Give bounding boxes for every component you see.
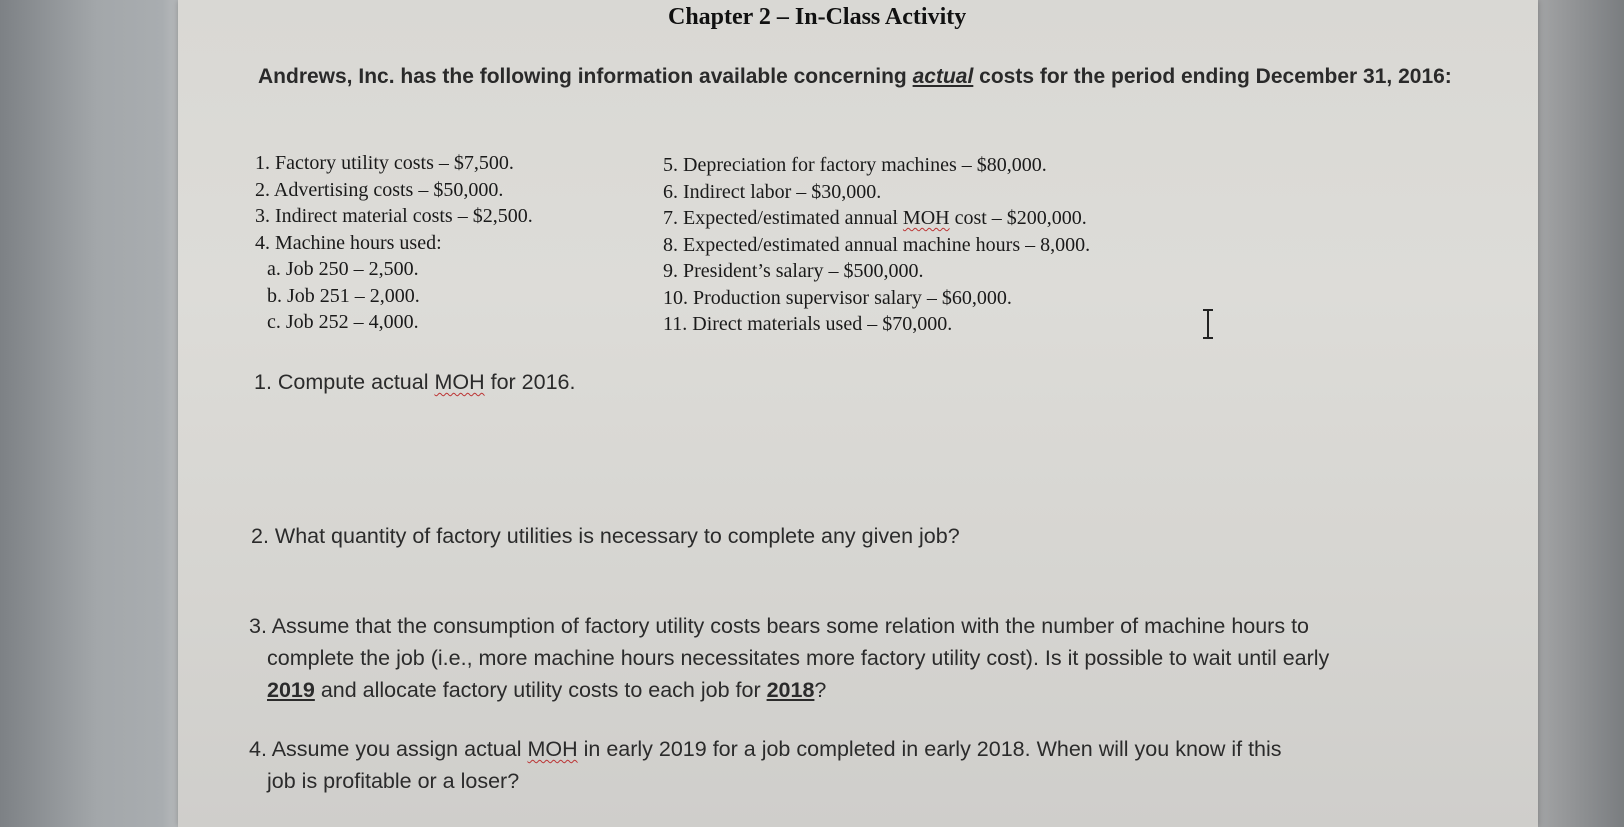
text-cursor-icon xyxy=(1200,308,1216,340)
document-title: Chapter 2 – In-Class Activity xyxy=(668,4,967,30)
question-text: ? xyxy=(814,678,827,702)
list-item: 11. Direct materials used – $70,000. xyxy=(663,313,953,335)
list-item: 6. Indirect labor – $30,000. xyxy=(663,180,882,203)
spellcheck-word: MOH xyxy=(434,370,485,394)
question-4 xyxy=(249,733,1459,797)
list-item xyxy=(663,205,1090,232)
list-item-text: 7. Expected/estimated annual xyxy=(663,207,903,229)
question-3 xyxy=(249,610,1459,706)
question-1 xyxy=(254,366,1464,398)
list-item: 8. Expected/estimated annual machine hours – 8,000. xyxy=(663,233,1091,256)
list-subitem: c. Job 252 – 4,000. xyxy=(267,311,419,333)
list-item: 1. Factory utility costs – $7,500. xyxy=(255,152,514,174)
intro-text-after: costs for the period ending December 31, 2016: xyxy=(973,65,1452,88)
question-continuation xyxy=(249,674,1459,706)
list-subitem: a. Job 250 – 2,500. xyxy=(267,258,419,280)
spellcheck-word: MOH xyxy=(902,207,950,229)
cost-list-left xyxy=(255,150,533,336)
list-item-text: cost – $200,000. xyxy=(949,207,1087,229)
list-item: 10. Production supervisor salary – $60,000. xyxy=(663,286,1012,309)
question-continuation xyxy=(249,642,1459,674)
question-text: in early 2019 for a job completed in early 2018. When will you know if this xyxy=(577,737,1282,761)
year-highlight: 2018 xyxy=(766,678,815,702)
list-item: 3. Indirect material costs – $2,500. xyxy=(255,205,533,227)
question-text: and allocate factory utility costs to each job for xyxy=(314,678,767,702)
list-subitem: b. Job 251 – 2,000. xyxy=(267,284,420,307)
intro-text-before: Andrews, Inc. has the following information available concerning xyxy=(258,65,913,88)
list-item: 5. Depreciation for factory machines – $80,000. xyxy=(663,154,1047,176)
document-page xyxy=(178,0,1538,827)
list-item: 4. Machine hours used: xyxy=(255,231,442,254)
question-2: 2. What quantity of factory utilities is necessary to complete any given job? xyxy=(251,524,960,548)
cost-list-right xyxy=(663,152,1090,338)
question-continuation: job is profitable or a loser? xyxy=(267,769,520,793)
spellcheck-word: MOH xyxy=(527,737,578,761)
question-text: for 2016. xyxy=(484,370,576,394)
year-highlight: 2019 xyxy=(267,678,315,702)
list-item: 9. President’s salary – $500,000. xyxy=(663,260,924,282)
question-text: 4. Assume you assign actual xyxy=(249,737,528,761)
question-text: 3. Assume that the consumption of factory utility costs bears some relation with the number of machine hours to xyxy=(249,614,1309,638)
question-text: complete the job (i.e., more machine hours necessitates more factory utility cost). Is it possible to wait until early xyxy=(267,646,1330,670)
intro-paragraph xyxy=(258,60,1508,93)
list-item: 2. Advertising costs – $50,000. xyxy=(255,178,504,201)
question-text: 1. Compute actual xyxy=(254,370,435,394)
intro-emphasis: actual xyxy=(912,65,974,88)
